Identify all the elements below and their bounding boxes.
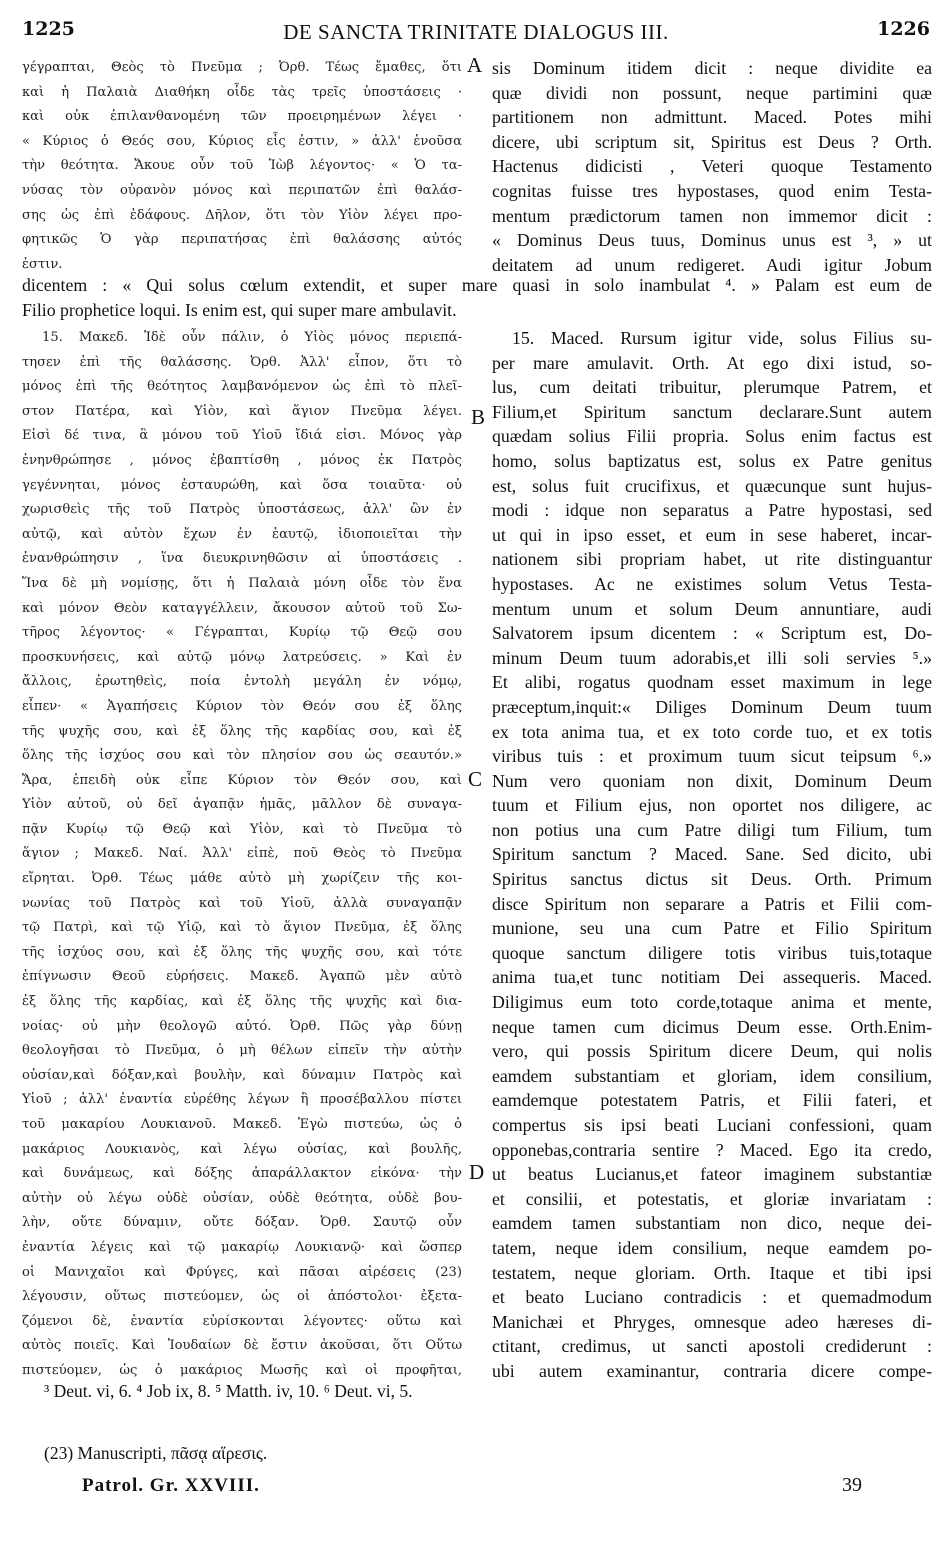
- text-line: αὐτὴν οὐ λέγω οὐδὲ οὐσίαν, οὐδὲ θεότητα, οὐδὲ βου-: [22, 1190, 462, 1206]
- text-line: Ἄρα, ἐπειδὴ οὐκ εἶπε Κύριον τὸν Θεόν σου, καὶ: [22, 772, 462, 788]
- text-line: τῆς ἰσχύος σου, καὶ ἐξ ὅλης τῆς ψυχῆς σου, καὶ τότε: [22, 944, 462, 960]
- text-line: ζόμενοι δὲ, ἐναντία εὑρίσκονται λέγοντες· οὕτω καὶ: [22, 1313, 462, 1329]
- text-line: non potius una cum Patre diligi tum Filium, tum: [492, 819, 932, 840]
- text-line: 15. Maced. Rursum igitur vide, solus Filius su-: [512, 328, 932, 348]
- text-line: οἱ Μανιχαῖοι καὶ Φρύγες, καὶ πᾶσαι αἱρέσεις (23): [22, 1264, 462, 1280]
- latin-full-width-lines: [22, 273, 932, 322]
- text-line: γεγέννηται, μόνος ἐσταυρώθη, καὶ ὅσα τοιαῦτα· οὐ: [22, 477, 462, 493]
- text-line: quæ dividi non possunt, neque partimini quæ: [492, 82, 932, 103]
- text-line: ἐξ ὅλης τῆς καρδίας, καὶ ἐξ ὅλης τῆς ψυχῆς καὶ δια-: [22, 994, 462, 1010]
- text-line: ctitant, credimus, ut sancti apostoli crediderunt :: [492, 1336, 932, 1357]
- text-line: Υἱοῦ ; ἀλλ' ἐναντία εὑρέθης λέγων ἢ προσέβαλλου πίστει: [22, 1092, 462, 1108]
- text-line: per mare amulavit. Orth. At ego dixi istud, so-: [492, 352, 932, 373]
- text-line: ut qui in ipso esset, et eum in sese haberet, incar-: [492, 524, 932, 545]
- text-line: οὐσίαν,καὶ δόξαν,καὶ βουλὴν, καὶ δύναμιν Πατρὸς καὶ: [22, 1067, 462, 1083]
- text-line: testatem, neque gloriam. Orth. Itaque et tibi ipsi: [492, 1262, 932, 1283]
- text-line: præceptum,inquit:« Diliges Dominum Deum tuum: [492, 696, 932, 717]
- text-line: modi : idque non separatus a Patre hypostasi, sed: [492, 500, 932, 521]
- text-line: Manichæi et Phryges, omnesque adeo hæreses di-: [492, 1311, 932, 1332]
- text-line: ex tota anima tua, et ex toto corde tuo, et ex totis: [492, 721, 932, 742]
- text-line: et beato Luciano contradicis : et quemadmodum: [492, 1287, 932, 1308]
- text-line: deitatem ad unum redigeret. Audi igitur Jobum: [492, 254, 932, 275]
- text-line: Filium,et Spiritum sanctum declarare.Sunt autem: [492, 401, 932, 422]
- text-line: nationem sibi propriam habet, ut rite distinguantur: [492, 549, 932, 570]
- text-line: viribus tuis : et proximum tuum sicut teipsum ⁶.»: [492, 746, 932, 767]
- text-line: tatem, neque idem consilium, neque eamdem po-: [492, 1237, 932, 1258]
- text-line: est, solus fuit crucifixus, et quæcunque sunt hujus-: [492, 475, 932, 496]
- text-line: Εἰσὶ δέ τινα, ἃ μόνου τοῦ Υἱοῦ ἴδιά εἰσι. Μόνος γὰρ: [22, 428, 462, 444]
- latin-column-block-1: [492, 56, 932, 277]
- text-line: anima tua,et tunc notitiam Dei assequeris. Maced.: [492, 967, 932, 988]
- text-line: λὴν, οὔτε δύναμιν, οὔτε δόξαν. Ὀρθ. Σαυτῷ οὖν: [22, 1215, 462, 1231]
- text-line: πᾷν Κυρίῳ τῷ Θεῷ καὶ Υἱὸν, καὶ τὸ Πνεῦμα τὸ: [22, 821, 462, 837]
- text-line: eamdemque potestatem Patris, et Filii fateri, et: [492, 1090, 932, 1111]
- text-line: et consilii, et potestatis, et gloriæ invariatam :: [492, 1188, 932, 1209]
- text-line: τοῦ μακαρίου Λουκιανοῦ. Μακεδ. Ἐγὼ πιστεύω, ὡς ὁ: [22, 1117, 462, 1132]
- text-line: νοίας· οὐ μὴν θεολογῶ αὐτό. Ὀρθ. Πῶς γὰρ δύνῃ: [22, 1018, 462, 1034]
- text-line: dicere, ubi scriptum sit, Spiritus est Deus ? Orth.: [492, 131, 932, 152]
- footnote-variant: (23) Manuscripti, πᾶσᾳ αἵρεσις.: [44, 1443, 268, 1463]
- text-line: dicentem : « Qui solus cœlum extendit, et super mare quasi in solo inambulat ⁴. » Palam est eum de: [22, 275, 932, 295]
- text-line: hypostases. Ac ne existimes solum Vetus Testa-: [492, 573, 932, 594]
- text-line: προσκυνήσεις, καὶ αὐτῷ μόνῳ λατρεύσεις. » Καὶ ἐν: [22, 649, 462, 665]
- text-line: καὶ οὐκ ἐπιλανθανομένη τῶν προειρημένων λέγει ·: [22, 109, 462, 125]
- right-page-number: 1226: [877, 18, 930, 40]
- text-line: Spiritus sanctus dictus sit Deus. Orth. Primum: [492, 869, 932, 890]
- text-line: τὴν θεότητα. Ἄκουε οὖν τοῦ Ἰὼβ λέγοντος· « Ὁ τα-: [22, 158, 462, 174]
- text-line: μακάριος Λουκιανὸς, καὶ λέγω οὐσίας, καὶ βουλῆς,: [22, 1141, 462, 1157]
- greek-column-block-1: [22, 56, 462, 277]
- text-line: μόνος ἐπὶ τῆς θεότητος λαμβανόμενον ὡς ἐπὶ τὸ πλεῖ-: [22, 379, 462, 395]
- text-line: eamdem tamen substantiam non dico, neque dei-: [492, 1213, 932, 1234]
- text-line: εἶπεν· « Ἀγαπήσεις Κύριον τὸν Θεόν σου ἐξ ὅλης: [22, 698, 462, 714]
- text-line: Salvatorem ipsum dicentem : « Scriptum est, Do-: [492, 623, 932, 644]
- text-line: τησεν ἐπὶ τῆς θαλάσσης. Ὀρθ. Ἀλλ' εἶπον, ὅτι τὸ: [22, 354, 462, 370]
- text-line: cognitas fuisse tres hypostases, quod enim Testa-: [492, 180, 932, 201]
- margin-marker-d: D: [469, 1160, 485, 1184]
- text-line: tuum et Filium ejus, non oportet nos diligere, ac: [492, 795, 932, 816]
- text-line: αὐτὸς ποιεῖς. Καὶ Ἰουδαίων δὲ ἔστιν ἀκοῦσαι, ὅτι Οὕτω: [22, 1338, 462, 1354]
- margin-marker-b: B: [471, 405, 486, 429]
- text-line: γέγραπται, Θεὸς τὸ Πνεῦμα ; Ὀρθ. Τέως ἔμαθες, ὅτι: [22, 60, 462, 75]
- text-line: εἴρηται. Ὀρθ. Τέως μάθε αὐτὸ μὴ χωρίζειν τῆς κοι-: [22, 871, 462, 887]
- text-line: sis Dominum itidem dicit : neque dividite ea: [492, 58, 932, 78]
- text-line: ἐνηνθρώπησε , μόνος ἐβαπτίσθη , μόνος ἐκ Πατρὸς: [22, 452, 462, 468]
- text-line: lus, cum deitati tribuitur, plerumque Patrem, et: [492, 377, 932, 398]
- text-line: minum Deum tuum adorabis,et illi soli servies ⁵.»: [492, 647, 932, 668]
- text-line: αὐτῷ, καὶ αὐτὸν ἔχων ἐν ἑαυτῷ, ἰδιοποιεῖται τὴν: [22, 526, 462, 542]
- text-line: eamdem substantiam et gloriam, idem consilium,: [492, 1065, 932, 1086]
- sheet-number: 39: [842, 1474, 862, 1496]
- margin-marker-a: A: [467, 53, 483, 77]
- text-line: λέγουσιν, οὕτως πιστεύομεν, ὡς οἱ ἀπόστολοι· ἐξετα-: [22, 1289, 462, 1305]
- text-line: ἐνανθρώπησιν , ἵνα διευκρινηθῶσιν αἱ ὑποστάσεις .: [22, 551, 462, 567]
- text-line: Et alibi, rogatus quodnam esset maximum in lege: [492, 672, 932, 693]
- left-page-number: 1225: [22, 18, 75, 40]
- text-line: πιστεύομεν, ὡς ὁ μακάριος Μωσῆς καὶ οἱ προφῆται,: [22, 1362, 462, 1378]
- text-line: Filio prophetice loqui. Is enim est, qui super mare ambulavit.: [22, 299, 457, 320]
- text-line: quoque sanctum diligere totis viribus tuis,totaque: [492, 942, 932, 963]
- text-line: νύσας τὸν οὐρανὸν μόνος καὶ περιπατῶν ἐπὶ θαλάσ-: [22, 182, 462, 198]
- text-line: disce Spiritum non separare a Patris et Filii com-: [492, 893, 932, 914]
- text-line: vero, qui possis Spiritum dicere Deum, qui nolis: [492, 1041, 932, 1062]
- text-line: munione, seu una cum Patre et Filio Spiritum: [492, 918, 932, 939]
- text-line: νωνίας τοῦ Πατρὸς καὶ τοῦ Υἱοῦ, ἀλλὰ συναγαπᾷν: [22, 895, 462, 911]
- text-line: θεολογῆσαι τὸ Πνεῦμα, ὁ μὴ θέλων εἰπεῖν τὴν αὐτὴν: [22, 1043, 462, 1059]
- text-line: τῆρος λέγοντος· « Γέγραπται, Κυρίῳ τῷ Θεῷ σου: [22, 625, 462, 641]
- text-line: ὅλης τῆς ἰσχύος σου καὶ τὸν πλησίον σου ὡς σεαυτόν.»: [22, 748, 462, 764]
- text-line: opponebas,contraria sentire ? Maced. Ego ita credo,: [492, 1139, 932, 1160]
- text-line: καὶ μόνον Θεὸν καταγγέλλειν, ἄκουσον αὐτοῦ τοῦ Σω-: [22, 600, 462, 616]
- text-line: ἄλλοις, ἐρωτηθεὶς, ποία ἐντολὴ μεγάλη ἐν νόμῳ,: [22, 674, 462, 690]
- text-line: φητικῶς Ὁ γὰρ περιπατήσας ἐπὶ θαλάσσης αὐτός: [22, 232, 462, 248]
- text-line: στον Πατέρα, καὶ Υἱὸν, καὶ ἅγιον Πνεῦμα λέγει.: [22, 403, 462, 419]
- footnote-references: ³ Deut. vi, 6. ⁴ Job ix, 8. ⁵ Matth. iv, 10. ⁶ Deut. vi, 5.: [44, 1381, 413, 1401]
- text-line: ubi autem examinantur, contraria dicere compe-: [492, 1360, 932, 1381]
- text-line: mentum prædictorum tamen non immemor dicit :: [492, 205, 932, 226]
- text-line: ἅγιον ; Μακεδ. Ναί. Ἀλλ' εἰπὲ, ποῦ Θεὸς τὸ Πνεῦμα: [22, 846, 462, 862]
- text-line: compertus sis ipsi beati Luciani confessioni, quam: [492, 1115, 932, 1135]
- text-line: Diligimus eum toto corde,totaque anima et mente,: [492, 992, 932, 1013]
- text-line: homo, solus baptizatus est, solus ex Patre genitus: [492, 450, 932, 471]
- text-line: mentum unum et solum Deum annuntiare, audi: [492, 598, 932, 619]
- text-line: neque tamen cum dicimus Deum esse. Orth.Enim-: [492, 1016, 932, 1037]
- text-line: « Κύριος ὁ Θεός σου, Κύριος εἷς ἐστιν, » ἀλλ' ἑνοῦσα: [22, 133, 462, 149]
- text-line: ἐπίγνωσιν Θεοῦ εὑρήσεις. Μακεδ. Ἀγαπῶ μὲν αὐτὸ: [22, 969, 462, 985]
- series-signature: Patrol. Gr. XXVIII.: [82, 1475, 260, 1496]
- latin-column-block-2: [492, 326, 932, 1384]
- text-line: καὶ ἡ Παλαιὰ Διαθήκη οἶδε τὰς τρεῖς ὑποστάσεις ·: [22, 84, 462, 100]
- text-line: Υἱὸν αὐτοῦ, οὐ δεῖ ἀγαπᾷν ἡμᾶς, μᾶλλον δὲ συναγα-: [22, 797, 462, 813]
- text-line: καὶ δυνάμεως, καὶ δόξης ἀπαράλλακτον εἰκόνα· τὴν: [22, 1166, 462, 1182]
- text-line: Hactenus didicisti , Veteri quoque Testamento: [492, 156, 932, 177]
- text-line: 15. Μακεδ. Ἰδὲ οὖν πάλιν, ὁ Υἱὸς μόνος περιεπά-: [42, 330, 462, 345]
- greek-column-block-2: [22, 326, 462, 1384]
- text-line: τῷ Πατρὶ, καὶ τῷ Υἱῷ, καὶ τὸ ἅγιον Πνεῦμα, ἐξ ὅλης: [22, 920, 462, 936]
- text-line: χωρισθεὶς τῆς τοῦ Πατρὸς ὑποστάσεως, ἀλλ' ὢν ἐν: [22, 502, 462, 518]
- text-line: ἐστιν.: [22, 256, 63, 272]
- text-line: partitionem non admittunt. Maced. Potes mihi: [492, 107, 932, 128]
- running-title: DE SANCTA TRINITATE DIALOGUS III.: [283, 20, 669, 44]
- text-line: Num vero quoniam non dixit, Dominum Deum: [492, 770, 932, 791]
- text-line: τῆς ψυχῆς σου, καὶ ἐξ ὅλης τῆς καρδίας σου, καὶ ἐξ: [22, 723, 462, 739]
- text-line: « Dominus Deus tuus, Dominus unus est ³, » ut: [492, 230, 932, 251]
- text-line: Ἵνα δὲ μὴ νομίσῃς, ὅτι ἡ Παλαιὰ μόνη οἶδε τὸν ἕνα: [22, 575, 462, 591]
- text-line: quædam solius Filii propria. Solus enim factus est: [492, 426, 932, 447]
- text-line: σης ὡς ἐπὶ ἐδάφους. Δῆλον, ὅτι τὸν Υἱὸν λέγει προ-: [22, 207, 462, 223]
- text-line: ut beatus Lucianus,et fateor imaginem substantiæ: [492, 1164, 932, 1185]
- text-line: Spiritum sanctum ? Maced. Sane. Sed dicito, ubi: [492, 844, 932, 865]
- text-line: ἐναντία λέγεις καὶ τῷ μακαρίῳ Λουκιανῷ· καὶ ὥσπερ: [22, 1239, 462, 1255]
- margin-marker-c: C: [468, 767, 483, 791]
